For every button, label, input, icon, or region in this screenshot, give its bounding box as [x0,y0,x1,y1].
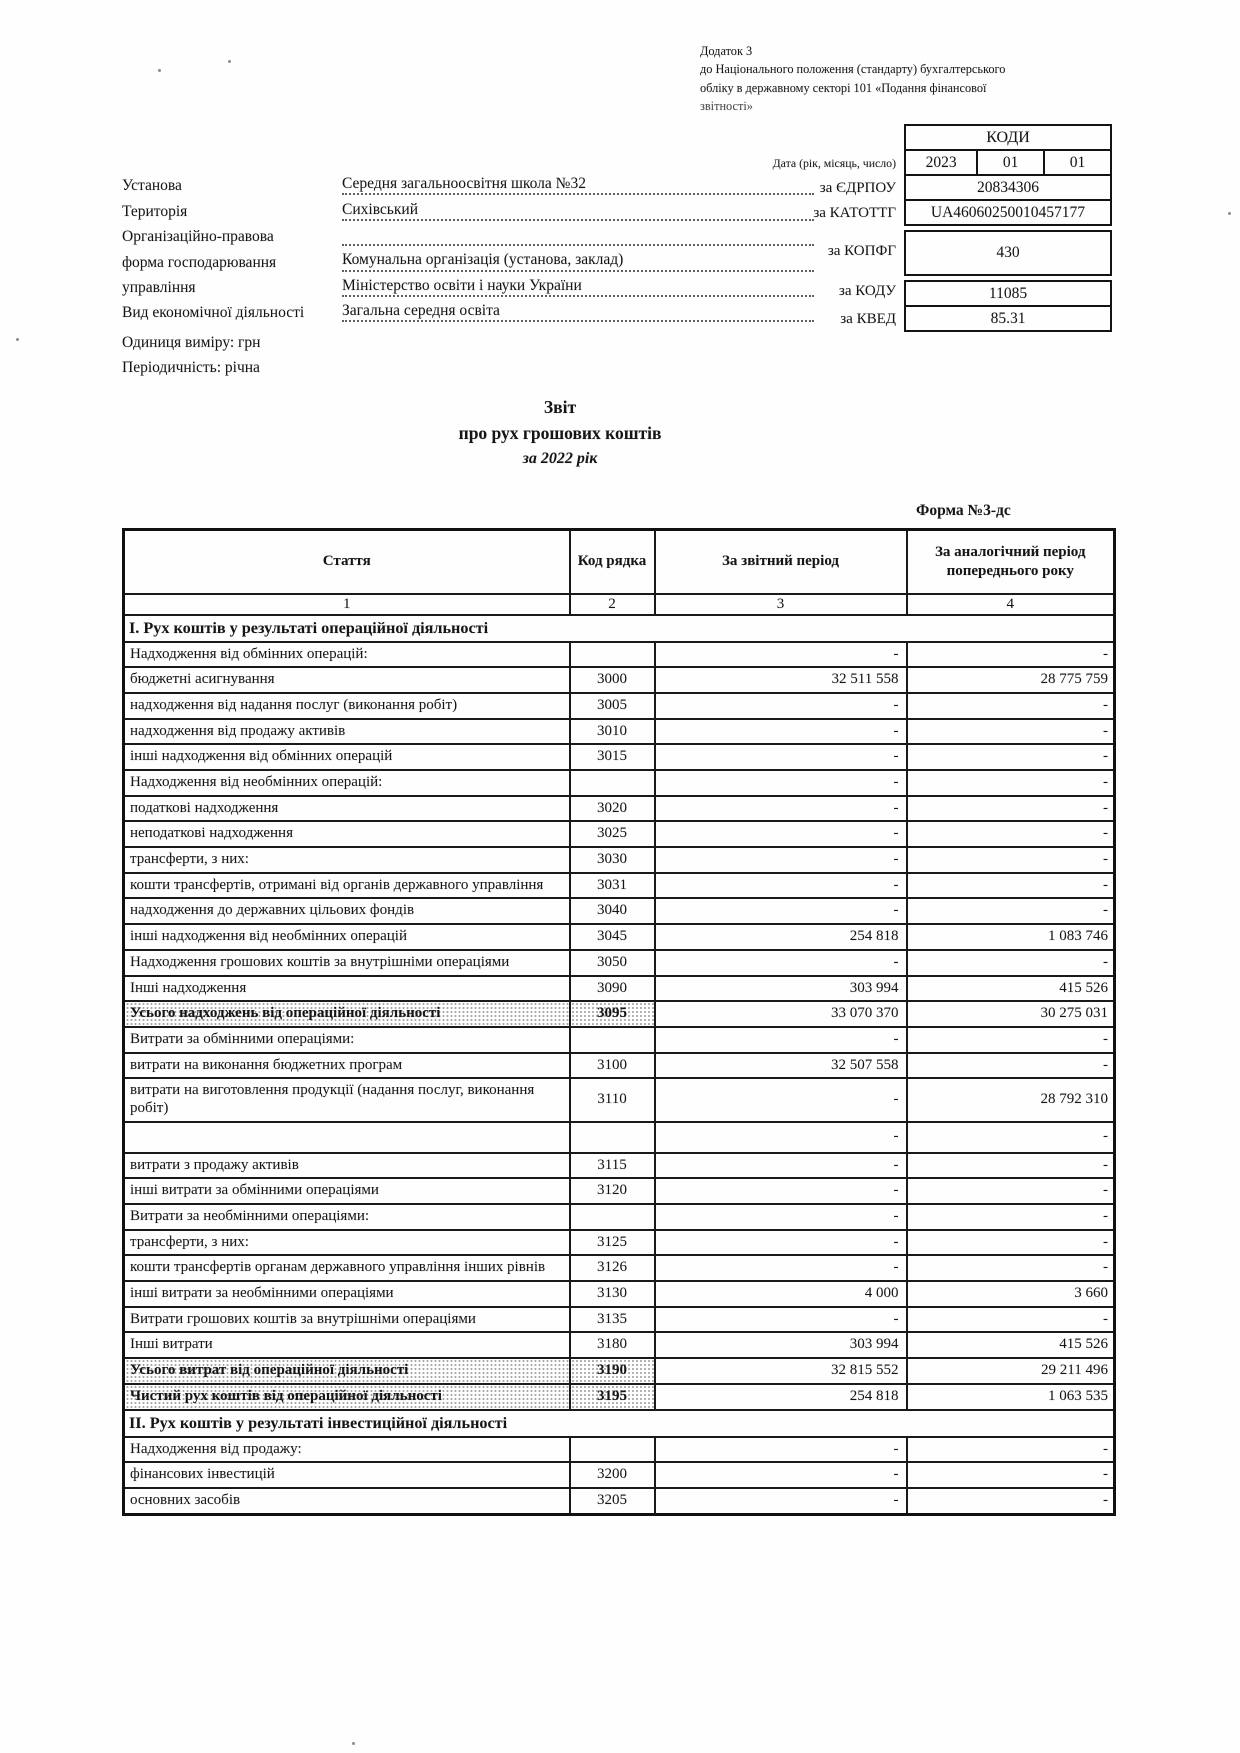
table-row [124,1332,1115,1358]
row-label: Витрати за необмінними операціями: [124,1204,570,1230]
row-label: Усього надходжень від операційної діяльності [124,1001,570,1027]
row-label: Інші витрати [124,1332,570,1358]
row-label: фінансових інвестицій [124,1462,570,1488]
row-code: 3100 [570,1053,655,1079]
value-current-period: - [655,1027,907,1053]
value-previous-period: - [907,1437,1115,1463]
value-current-period: - [655,1178,907,1204]
value-current-period: - [655,642,907,668]
report-table [122,528,1116,1516]
value-current-period: - [655,693,907,719]
row-code: 3095 [570,1001,655,1027]
report-table-wrap [122,528,1116,1516]
row-code: 3135 [570,1307,655,1333]
date-month: 01 [976,151,1043,174]
value-previous-period: - [907,873,1115,899]
column-number-row [124,594,1115,615]
row-code [570,1027,655,1053]
row-code: 3031 [570,873,655,899]
table-row [124,898,1115,924]
row-label: Надходження від продажу: [124,1437,570,1463]
table-row [124,1178,1115,1204]
row-label: основних засобів [124,1488,570,1514]
scan-speck [228,60,231,63]
value-current-period: 303 994 [655,976,907,1002]
row-code: 3010 [570,719,655,745]
row-code: 3205 [570,1488,655,1514]
value-previous-period: 28 792 310 [907,1078,1115,1121]
value-previous-period: - [907,847,1115,873]
row-label: Надходження від необмінних операцій: [124,770,570,796]
value-previous-period: 415 526 [907,976,1115,1002]
value-previous-period: - [907,796,1115,822]
table-row [124,1255,1115,1281]
col-number-2: 2 [570,594,655,615]
row-code: 3180 [570,1332,655,1358]
org-row [122,170,814,195]
value-current-period: - [655,1307,907,1333]
row-code: 3025 [570,821,655,847]
row-label: Усього витрат від операційної діяльності [124,1358,570,1384]
value-current-period: 32 507 558 [655,1053,907,1079]
value-current-period: - [655,1462,907,1488]
value-current-period: - [655,1230,907,1256]
row-label: Надходження грошових коштів за внутрішніми операціями [124,950,570,976]
codes-entry-label: за КОДУ [838,283,896,299]
value-previous-period: 3 660 [907,1281,1115,1307]
table-row [124,770,1115,796]
table-row [124,1410,1115,1437]
row-label: витрати на виготовлення продукції (надання послуг, виконання робіт) [124,1078,570,1121]
org-row-label: Територія [122,202,188,220]
annex-note [700,42,1050,114]
value-current-period: - [655,1153,907,1179]
table-row [124,1078,1115,1121]
codes-entry-value: 430 [904,230,1112,276]
value-current-period: - [655,1255,907,1281]
value-current-period: - [655,873,907,899]
value-current-period: 32 511 558 [655,667,907,693]
table-row [124,1153,1115,1179]
table-row [124,1384,1115,1410]
row-label: Надходження від обмінних операцій: [124,642,570,668]
table-row [124,1462,1115,1488]
value-previous-period: - [907,950,1115,976]
value-previous-period: 28 775 759 [907,667,1115,693]
date-day: 01 [1043,151,1110,174]
value-previous-period: 29 211 496 [907,1358,1115,1384]
org-row-value: Середня загальноосвітня школа №32 [342,176,814,195]
row-label: Витрати грошових коштів за внутрішніми операціями [124,1307,570,1333]
value-current-period: 33 070 370 [655,1001,907,1027]
value-current-period: - [655,1488,907,1514]
value-current-period: - [655,898,907,924]
value-current-period: 32 815 552 [655,1358,907,1384]
table-row [124,1122,1115,1153]
row-code [570,1204,655,1230]
table-row [124,796,1115,822]
value-previous-period: - [907,1255,1115,1281]
codes-title-row [640,124,1112,151]
org-row [122,297,814,322]
org-row-label: Організаційно-правова [122,228,274,246]
col-header-previous-period: За аналогічний період попереднього року [907,530,1115,594]
value-current-period: - [655,770,907,796]
row-code: 3126 [570,1255,655,1281]
value-previous-period: 1 083 746 [907,924,1115,950]
value-previous-period: - [907,1307,1115,1333]
row-code: 3110 [570,1078,655,1121]
codes-entry-value: 20834306 [904,174,1112,201]
value-previous-period: - [907,744,1115,770]
date-values [904,149,1112,176]
table-row [124,924,1115,950]
annex-line: до Національного положення (стандарту) бухгалтерського [700,62,1006,77]
row-label: трансферти, з них: [124,847,570,873]
value-previous-period: - [907,1122,1115,1153]
value-current-period: - [655,744,907,770]
value-current-period: 254 818 [655,924,907,950]
table-row [124,821,1115,847]
org-row [122,195,814,220]
value-previous-period: 30 275 031 [907,1001,1115,1027]
org-row-value [342,227,814,246]
org-row-label: форма господарювання [122,253,277,271]
value-previous-period: 415 526 [907,1332,1115,1358]
value-current-period: - [655,1437,907,1463]
col-header-article: Стаття [124,530,570,594]
value-current-period: 303 994 [655,1332,907,1358]
report-title [60,394,1060,472]
row-label: неподаткові надходження [124,821,570,847]
codes-title-spacer [640,124,904,151]
codes-entry-label: за КОПФГ [827,242,896,259]
row-label: інші надходження від необмінних операцій [124,924,570,950]
row-code: 3000 [570,667,655,693]
value-current-period: - [655,821,907,847]
row-label: трансферти, з них: [124,1230,570,1256]
value-previous-period: - [907,898,1115,924]
org-row-value: Міністерство освіти і науки України [342,278,814,297]
row-label: надходження від продажу активів [124,719,570,745]
row-label: кошти трансфертів органам державного управління інших рівнів [124,1255,570,1281]
row-label: податкові надходження [124,796,570,822]
org-block [122,170,814,377]
table-row [124,976,1115,1002]
table-row [124,744,1115,770]
codes-entry-label: за КАТОТТГ [813,205,896,221]
value-current-period: - [655,1122,907,1153]
row-code [570,1437,655,1463]
report-title-line2: про рух грошових коштів [458,423,662,443]
row-code: 3125 [570,1230,655,1256]
codes-entry-label: за ЄДРПОУ [819,180,896,196]
row-code: 3195 [570,1384,655,1410]
col-number-3: 3 [655,594,907,615]
row-label: надходження від надання послуг (виконання робіт) [124,693,570,719]
codes-entry-label: за КВЕД [840,311,896,327]
value-previous-period: - [907,719,1115,745]
org-row [122,221,814,246]
date-label: Дата (рік, місяць, число) [772,156,896,170]
table-row [124,615,1115,642]
value-current-period: - [655,1078,907,1121]
row-label: надходження до державних цільових фондів [124,898,570,924]
value-current-period: - [655,847,907,873]
table-row [124,950,1115,976]
table-row [124,1307,1115,1333]
annex-line-truncated: звітності» [700,99,753,114]
scan-speck [158,69,161,72]
org-row-label: Установа [122,177,182,195]
col-header-code: Код рядка [570,530,655,594]
value-current-period: 4 000 [655,1281,907,1307]
row-code: 3015 [570,744,655,770]
table-row [124,847,1115,873]
section-header: ІІ. Рух коштів у результаті інвестиційної діяльності [124,1410,1115,1437]
row-code [570,1122,655,1153]
value-current-period: - [655,719,907,745]
row-label: інші витрати за необмінними операціями [124,1281,570,1307]
row-label: Чистий рух коштів від операційної діяльності [124,1384,570,1410]
form-number-label: Форма №3-дс [916,502,1011,519]
row-code [570,642,655,668]
org-row-value: Сихівський [342,202,814,221]
table-header-row [124,530,1115,594]
org-row-value: Комунальна організація (установа, заклад) [342,252,814,271]
table-row [124,1281,1115,1307]
row-code: 3030 [570,847,655,873]
table-row [124,667,1115,693]
table-row [124,719,1115,745]
scan-speck [352,1742,355,1745]
value-previous-period: - [907,1488,1115,1514]
value-previous-period: - [907,1053,1115,1079]
row-label: бюджетні асигнування [124,667,570,693]
value-previous-period: 1 063 535 [907,1384,1115,1410]
col-number-4: 4 [907,594,1115,615]
value-current-period: 254 818 [655,1384,907,1410]
org-row-label: управління [122,278,196,296]
codes-entry-value: UA46060250010457177 [904,199,1112,226]
row-code: 3050 [570,950,655,976]
value-current-period: - [655,796,907,822]
value-previous-period: - [907,1462,1115,1488]
row-code: 3090 [570,976,655,1002]
value-current-period: - [655,1204,907,1230]
row-code: 3190 [570,1358,655,1384]
row-label: інші надходження від обмінних операцій [124,744,570,770]
table-row [124,1230,1115,1256]
table-row [124,1027,1115,1053]
codes-title: КОДИ [904,124,1112,151]
value-previous-period: - [907,1204,1115,1230]
codes-entry-value: 11085 [904,280,1112,307]
org-row-label: Вид економічної діяльності [122,304,305,322]
col-header-current-period: За звітний період [655,530,907,594]
scan-speck [1228,212,1231,215]
table-row [124,873,1115,899]
annex-line: обліку в державному секторі 101 «Подання фінансової [700,80,987,95]
value-previous-period: - [907,770,1115,796]
value-previous-period: - [907,1027,1115,1053]
row-label [124,1122,570,1153]
row-code: 3200 [570,1462,655,1488]
row-code: 3005 [570,693,655,719]
table-row [124,1053,1115,1079]
org-row [122,272,814,297]
scan-speck [16,338,19,341]
table-row [124,693,1115,719]
value-previous-period: - [907,693,1115,719]
periodicity: Періодичність: річна [122,359,260,377]
table-row [124,642,1115,668]
table-row [124,1001,1115,1027]
row-code [570,770,655,796]
row-code: 3045 [570,924,655,950]
report-title-line1: Звіт [543,397,577,417]
row-label: витрати на виконання бюджетних програм [124,1053,570,1079]
table-row [124,1437,1115,1463]
date-year: 2023 [925,153,957,171]
section-header: І. Рух коштів у результаті операційної діяльності [124,615,1115,642]
annex-line: Додаток 3 [700,44,753,58]
org-row [122,246,814,271]
report-period: за 2022 рік [522,450,598,467]
row-code: 3130 [570,1281,655,1307]
value-previous-period: - [907,1153,1115,1179]
value-previous-period: - [907,1178,1115,1204]
row-code: 3020 [570,796,655,822]
table-row [124,1204,1115,1230]
row-code: 3040 [570,898,655,924]
value-current-period: - [655,950,907,976]
value-previous-period: - [907,1230,1115,1256]
row-label: Витрати за обмінними операціями: [124,1027,570,1053]
codes-entry-value: 85.31 [904,305,1112,332]
org-row-value: Загальна середня освіта [342,303,814,322]
value-previous-period: - [907,821,1115,847]
table-row [124,1358,1115,1384]
col-number-1: 1 [124,594,570,615]
value-previous-period: - [907,642,1115,668]
row-label: Інші надходження [124,976,570,1002]
row-label: кошти трансфертів, отримані від органів державного управління [124,873,570,899]
row-code: 3115 [570,1153,655,1179]
row-label: інші витрати за обмінними операціями [124,1178,570,1204]
row-label: витрати з продажу активів [124,1153,570,1179]
unit-of-measure: Одиниця виміру: грн [122,333,261,351]
table-row [124,1488,1115,1514]
row-code: 3120 [570,1178,655,1204]
report-table-body [124,615,1115,1515]
